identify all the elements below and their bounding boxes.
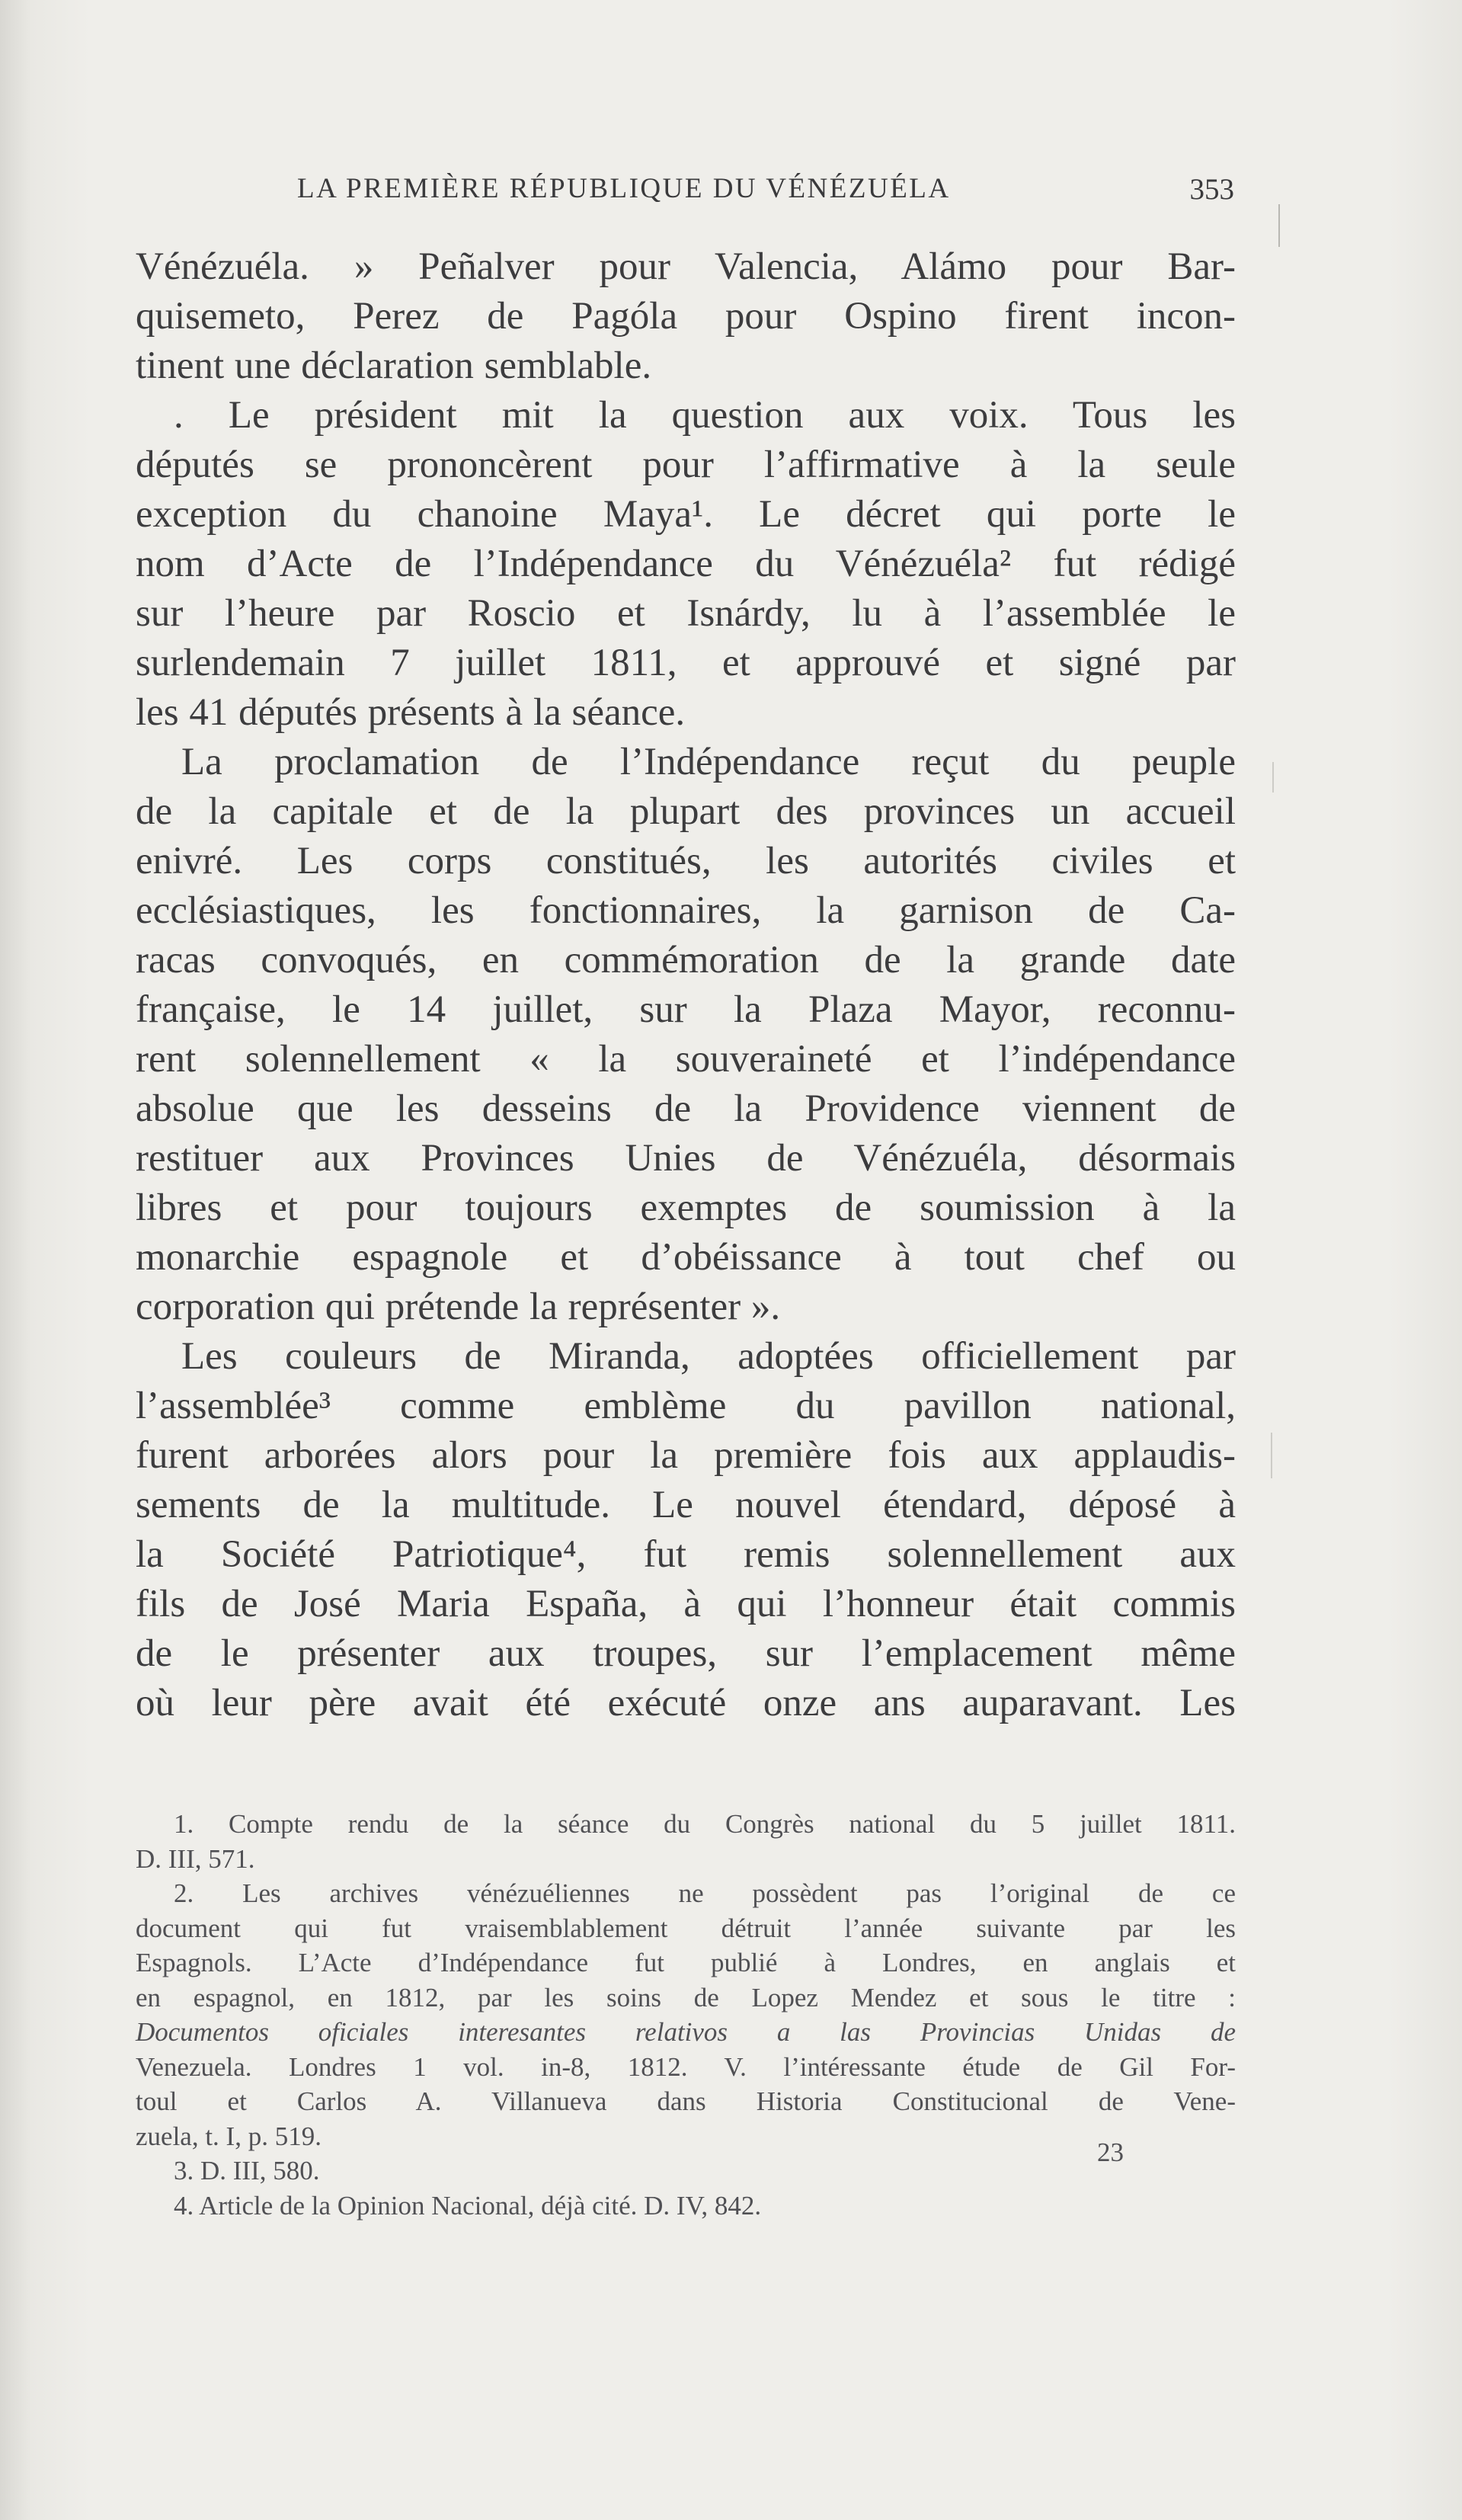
body-line: La proclamation de l’Indépendance reçut du peuple — [181, 741, 1236, 783]
body-line: absolue que les desseins de la Providence viennent de — [136, 1087, 1236, 1130]
page-number: 353 — [1189, 173, 1234, 206]
body-line: sur l’heure par Roscio et Isnárdy, lu à l’assemblée le — [136, 592, 1236, 635]
body-line: restituer aux Provinces Unies de Vénézuéla, désormais — [136, 1137, 1236, 1180]
signature-mark: 23 — [1097, 2137, 1124, 2167]
running-header — [137, 172, 1234, 218]
body-line: où leur père avait été exécuté onze ans auparavant. Les — [136, 1682, 1236, 1724]
footnote-line: 3. D. III, 580. — [174, 2156, 320, 2185]
footnote-line: 2. Les archives vénézuéliennes ne possèdent pas l’original de ce — [174, 1878, 1236, 1908]
body-line: française, le 14 juillet, sur la Plaza Mayor, reconnu- — [136, 988, 1236, 1031]
body-line: surlendemain 7 juillet 1811, et approuvé et signé par — [136, 642, 1236, 684]
body-line: Vénézuéla. » Peñalver pour Valencia, Alámo pour Bar- — [136, 245, 1236, 288]
footnote-line: en espagnol, en 1812, par les soins de Lopez Mendez et sous le titre : — [136, 1982, 1236, 2012]
body-text — [136, 242, 1236, 1728]
margin-mark — [1271, 1433, 1272, 1478]
body-line: racas convoqués, en commémoration de la grande date — [136, 939, 1236, 981]
body-line: députés se prononcèrent pour l’affirmative à la seule — [136, 443, 1236, 486]
footnotes — [136, 1807, 1236, 2223]
body-line: sements de la multitude. Le nouvel étendard, déposé à — [136, 1484, 1236, 1526]
body-line: l’assemblée³ comme emblème du pavillon national, — [136, 1385, 1236, 1427]
margin-mark — [1272, 762, 1274, 793]
body-line: de la capitale et de la plupart des provinces un accueil — [136, 790, 1236, 833]
body-line: . Le président mit la question aux voix. Tous les — [174, 394, 1236, 437]
body-line: furent arborées alors pour la première fois aux applaudis- — [136, 1434, 1236, 1477]
footnote-line: Venezuela. Londres 1 vol. in-8, 1812. V. l’intéressante étude de Gil For- — [136, 2051, 1236, 2082]
body-line: rent solennellement « la souveraineté et l’indépendance — [136, 1038, 1236, 1081]
footnote-line: Documentos oficiales interesantes relativos a las Provincias Unidas de — [136, 2017, 1236, 2047]
body-line: exception du chanoine Maya¹. Le décret qui porte le — [136, 493, 1236, 536]
footnote-line: document qui fut vraisemblablement détruit l’année suivante par les — [136, 1913, 1236, 1943]
footnote-line: Espagnols. L’Acte d’Indépendance fut publié à Londres, en anglais et — [136, 1948, 1236, 1977]
body-line: monarchie espagnole et d’obéissance à tout chef ou — [136, 1236, 1236, 1279]
body-line: les 41 députés présents à la séance. — [136, 691, 686, 734]
body-line: de le présenter aux troupes, sur l’emplacement même — [136, 1632, 1236, 1675]
footnote-line: 1. Compte rendu de la séance du Congrès national du 5 juillet 1811. — [174, 1809, 1236, 1839]
body-line: Les couleurs de Miranda, adoptées officiellement par — [181, 1335, 1236, 1378]
footnote-line: toul et Carlos A. Villanueva dans Historia Constitucional de Vene- — [136, 2086, 1236, 2116]
margin-mark — [1278, 204, 1280, 247]
footnote-line: 4. Article de la Opinion Nacional, déjà cité. D. IV, 842. — [174, 2190, 762, 2221]
footnote-line: zuela, t. I, p. 519. — [136, 2121, 322, 2151]
body-line: corporation qui prétende la représenter ». — [136, 1286, 781, 1328]
body-line: libres et pour toujours exemptes de soumission à la — [136, 1186, 1236, 1229]
running-title: LA PREMIÈRE RÉPUBLIQUE DU VÉNÉZUÉLA — [297, 173, 951, 204]
body-line: ecclésiastiques, les fonctionnaires, la garnison de Ca- — [136, 889, 1236, 932]
body-line: quisemeto, Perez de Pagóla pour Ospino firent incon- — [136, 295, 1236, 338]
body-line: tinent une déclaration semblable. — [136, 344, 652, 387]
body-line: enivré. Les corps constitués, les autorités civiles et — [136, 840, 1236, 882]
footnote-line: D. III, 571. — [136, 1843, 255, 1874]
body-line: fils de José Maria España, à qui l’honneur était commis — [136, 1583, 1236, 1625]
body-line: nom d’Acte de l’Indépendance du Vénézuéla² fut rédigé — [136, 543, 1236, 585]
body-line: la Société Patriotique⁴, fut remis solennellement aux — [136, 1533, 1236, 1576]
